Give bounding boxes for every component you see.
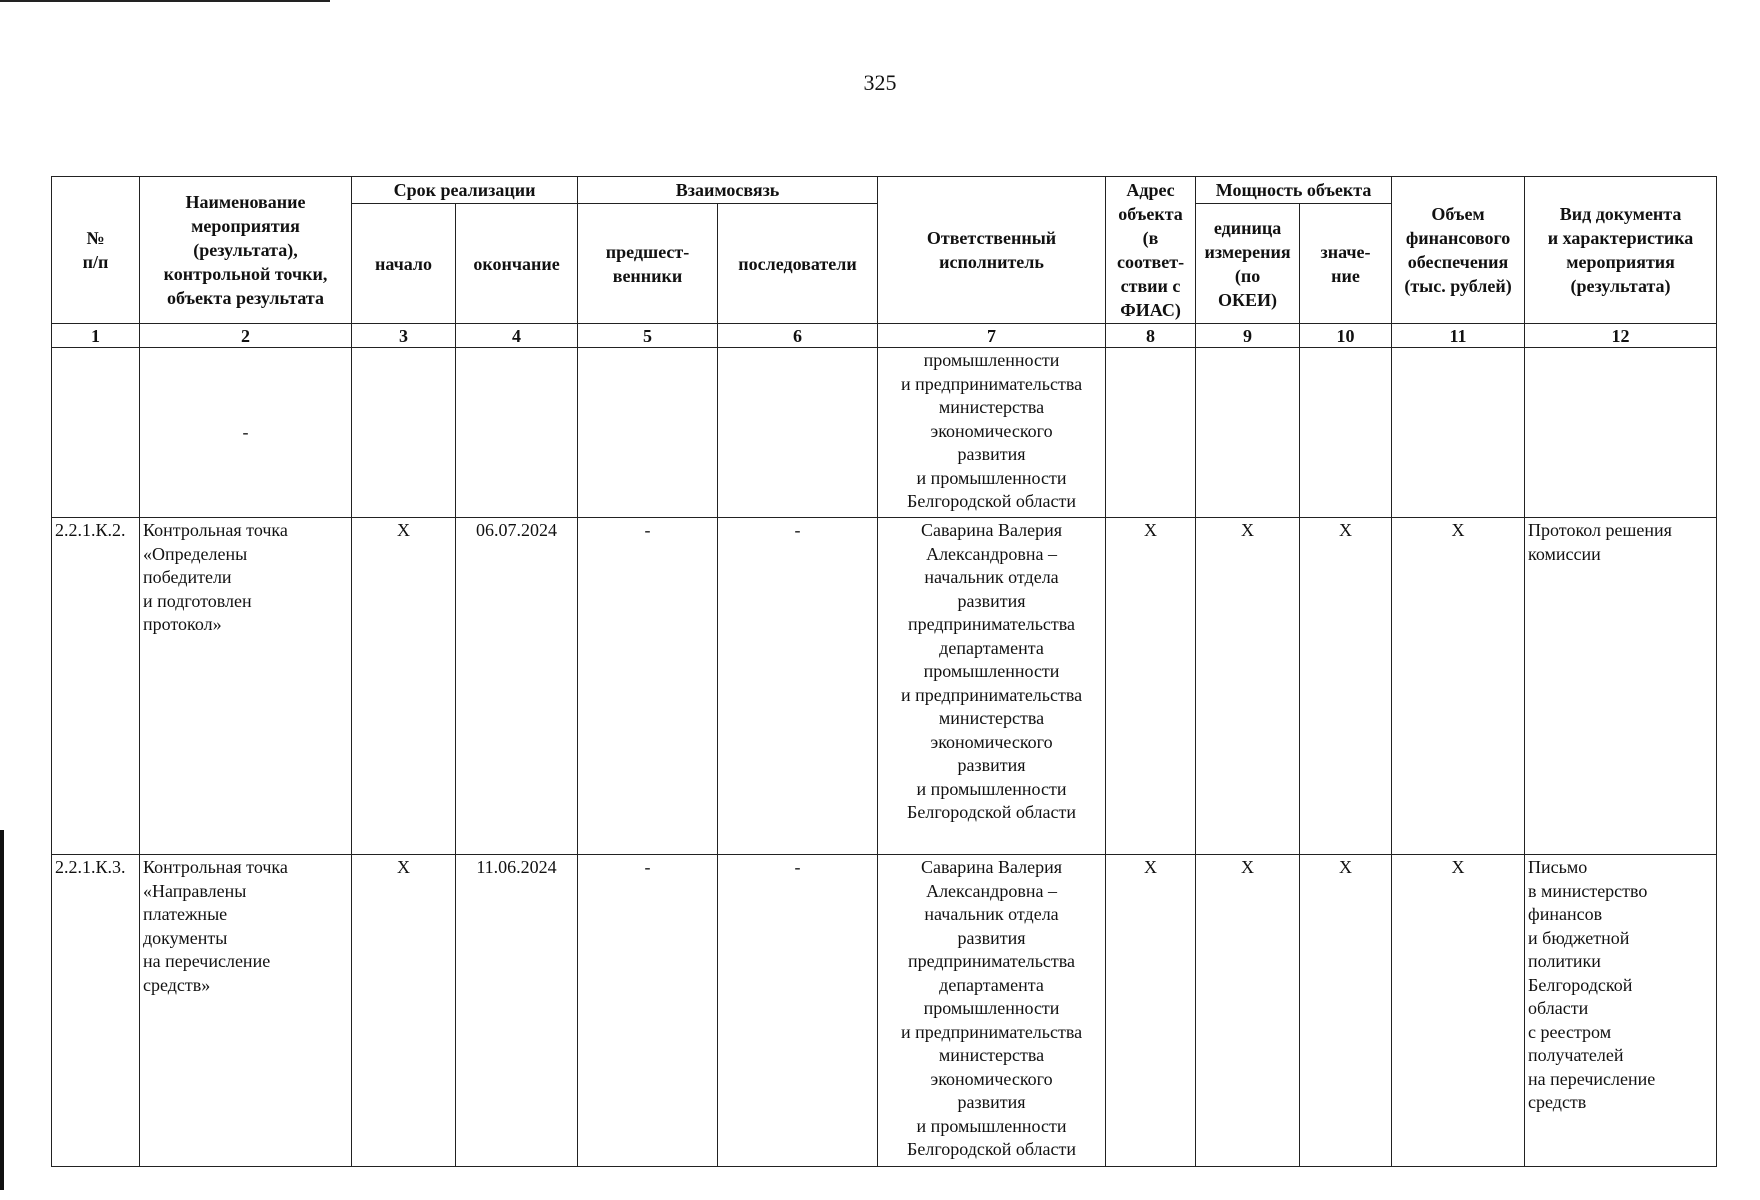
column-number: 6 [718,324,878,348]
plan-table [51,176,1717,1167]
row-end: 11.06.2024 [456,855,578,1167]
header-start: начало [352,204,456,324]
row-address [1106,348,1196,518]
top-rule [0,0,330,2]
row-address: X [1106,518,1196,855]
header-finance: Объем финансового обеспечения (тыс. рублей) [1392,177,1525,324]
row-responsible: Саварина Валерия Александровна – начальник отдела развития предпринимательства департамента промышленности и предпринимательства министерства экономического развития и промышленности Белгородской области [878,518,1106,855]
row-value [1300,348,1392,518]
row-num: 2.2.1.К.3. [52,855,140,1167]
row-successors: - [718,518,878,855]
header-address: Адрес объекта (в соответ- ствии с ФИАС) [1106,177,1196,324]
row-responsible: Саварина Валерия Александровна – начальник отдела развития предпринимательства департамента промышленности и предпринимательства министерства экономического развития и промышленности Белгородской области [878,855,1106,1167]
column-number: 5 [578,324,718,348]
header-unit: единица измерения (по ОКЕИ) [1196,204,1300,324]
row-predecessors: - [578,855,718,1167]
header-relation-group: Взаимосвязь [578,177,878,204]
row-responsible: промышленности и предпринимательства министерства экономического развития и промышленности Белгородской области [878,348,1106,518]
row-start: X [352,855,456,1167]
column-number: 8 [1106,324,1196,348]
row-num: 2.2.1.К.2. [52,518,140,855]
row-successors [718,348,878,518]
header-successors: последователи [718,204,878,324]
row-address: X [1106,855,1196,1167]
row-doc: Письмо в министерство финансов и бюджетной политики Белгородской области с реестром получателей на перечисление средств [1525,855,1717,1167]
row-start: X [352,518,456,855]
row-finance: X [1392,518,1525,855]
row-end [456,348,578,518]
row-name: Контрольная точка «Направлены платежные документы на перечисление средств» [140,855,352,1167]
row-num [52,348,140,518]
header-responsible: Ответственный исполнитель [878,177,1106,324]
header-period-group: Срок реализации [352,177,578,204]
table-row [52,518,1717,855]
column-number: 7 [878,324,1106,348]
row-doc [1525,348,1717,518]
header-name: Наименование мероприятия (результата), контрольной точки, объекта результата [140,177,352,324]
row-unit: X [1196,855,1300,1167]
row-finance [1392,348,1525,518]
header-num: № п/п [52,177,140,324]
column-number: 10 [1300,324,1392,348]
header-end: окончание [456,204,578,324]
row-value: X [1300,518,1392,855]
row-unit: X [1196,518,1300,855]
row-predecessors [578,348,718,518]
column-number: 3 [352,324,456,348]
column-number: 9 [1196,324,1300,348]
row-name: Контрольная точка «Определены победители и подготовлен протокол» [140,518,352,855]
header-predecessors: предшест- венники [578,204,718,324]
column-number: 1 [52,324,140,348]
row-doc: Протокол решения комиссии [1525,518,1717,855]
row-unit [1196,348,1300,518]
header-capacity-group: Мощность объекта [1196,177,1392,204]
row-start [352,348,456,518]
row-value: X [1300,855,1392,1167]
header-value: значе- ние [1300,204,1392,324]
row-end: 06.07.2024 [456,518,578,855]
column-number: 12 [1525,324,1717,348]
table-row [52,348,1717,518]
column-number: 11 [1392,324,1525,348]
row-name: - [140,348,352,518]
column-number: 4 [456,324,578,348]
row-successors: - [718,855,878,1167]
page-number: 325 [863,70,897,95]
row-predecessors: - [578,518,718,855]
header-doc: Вид документа и характеристика мероприятия (результата) [1525,177,1717,324]
row-finance: X [1392,855,1525,1167]
scan-edge-bar [0,830,4,1190]
table-row [52,855,1717,1167]
column-number: 2 [140,324,352,348]
